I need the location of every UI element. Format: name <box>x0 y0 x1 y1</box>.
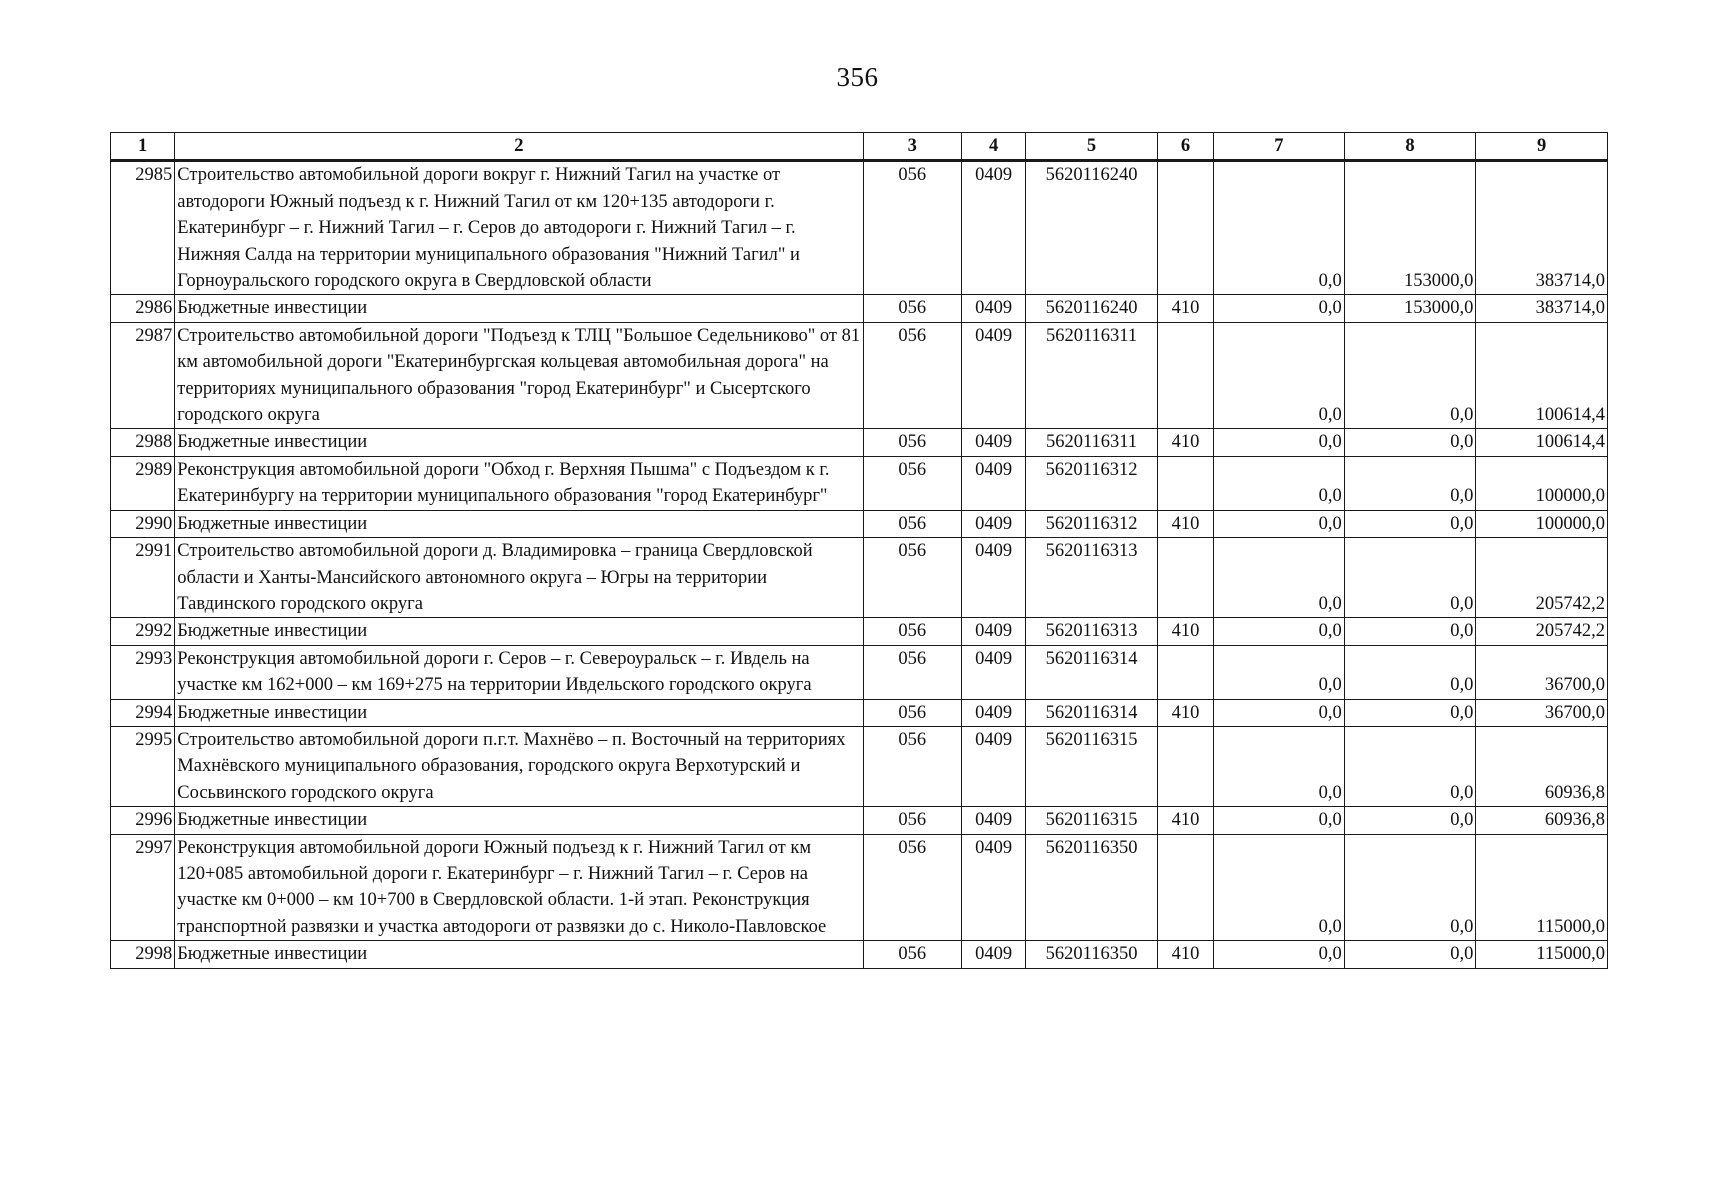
col9-amount: 205742,2 <box>1476 618 1608 645</box>
col3-code: 056 <box>863 645 961 699</box>
col3-code: 056 <box>863 726 961 806</box>
table-row <box>111 161 1608 295</box>
col3-code: 056 <box>863 295 961 322</box>
column-header-9: 9 <box>1476 133 1608 161</box>
col5-code: 5620116240 <box>1026 161 1158 295</box>
table-row <box>111 807 1608 834</box>
col4-code: 0409 <box>961 618 1025 645</box>
row-number: 2989 <box>111 456 175 510</box>
col8-amount: 0,0 <box>1344 699 1476 726</box>
col8-amount: 0,0 <box>1344 726 1476 806</box>
table-row <box>111 699 1608 726</box>
col7-amount: 0,0 <box>1214 645 1345 699</box>
column-header-4: 4 <box>961 133 1025 161</box>
col4-code: 0409 <box>961 941 1025 968</box>
row-description: Строительство автомобильной дороги д. Владимировка – граница Свердловской области и Ханты-Мансийского автономного округа – Югры на территории Тавдинского городского округа <box>175 538 863 618</box>
row-description: Бюджетные инвестиции <box>175 510 863 537</box>
col5-code: 5620116313 <box>1026 538 1158 618</box>
row-number: 2993 <box>111 645 175 699</box>
col5-code: 5620116350 <box>1026 941 1158 968</box>
table-body <box>111 161 1608 968</box>
col3-code: 056 <box>863 618 961 645</box>
row-description: Строительство автомобильной дороги "Подъезд к ТЛЦ "Большое Седельниково" от 81 км автомобильной дороги "Екатеринбургская кольцевая автомобильная дорога" на территориях муниципального образования "город Екатеринбург" и Сысертского городского округа <box>175 322 863 429</box>
col8-amount: 0,0 <box>1344 456 1476 510</box>
col3-code: 056 <box>863 429 961 456</box>
col6-code <box>1157 645 1213 699</box>
table-row <box>111 322 1608 429</box>
row-number: 2985 <box>111 161 175 295</box>
col7-amount: 0,0 <box>1214 538 1345 618</box>
table-row <box>111 645 1608 699</box>
column-header-3: 3 <box>863 133 961 161</box>
row-description: Бюджетные инвестиции <box>175 699 863 726</box>
budget-table <box>110 132 1608 969</box>
col7-amount: 0,0 <box>1214 429 1345 456</box>
column-header-7: 7 <box>1214 133 1345 161</box>
col5-code: 5620116311 <box>1026 429 1158 456</box>
row-number: 2986 <box>111 295 175 322</box>
col5-code: 5620116350 <box>1026 834 1158 941</box>
row-description: Реконструкция автомобильной дороги "Обход г. Верхняя Пышма" с Подъездом к г. Екатеринбургу на территории муниципального образования "город Екатеринбург" <box>175 456 863 510</box>
column-header-1: 1 <box>111 133 175 161</box>
col9-amount: 115000,0 <box>1476 834 1608 941</box>
row-description: Бюджетные инвестиции <box>175 295 863 322</box>
col9-amount: 383714,0 <box>1476 295 1608 322</box>
page-number: 356 <box>836 62 879 92</box>
col7-amount: 0,0 <box>1214 726 1345 806</box>
table-header <box>111 133 1608 161</box>
row-number: 2988 <box>111 429 175 456</box>
col7-amount: 0,0 <box>1214 699 1345 726</box>
col9-amount: 205742,2 <box>1476 538 1608 618</box>
col6-code <box>1157 456 1213 510</box>
col3-code: 056 <box>863 510 961 537</box>
table-row <box>111 538 1608 618</box>
col8-amount: 0,0 <box>1344 429 1476 456</box>
col9-amount: 115000,0 <box>1476 941 1608 968</box>
row-number: 2991 <box>111 538 175 618</box>
row-description: Бюджетные инвестиции <box>175 807 863 834</box>
col9-amount: 60936,8 <box>1476 726 1608 806</box>
col8-amount: 0,0 <box>1344 807 1476 834</box>
col6-code: 410 <box>1157 807 1213 834</box>
row-description: Бюджетные инвестиции <box>175 618 863 645</box>
row-number: 2987 <box>111 322 175 429</box>
col8-amount: 153000,0 <box>1344 295 1476 322</box>
row-description: Строительство автомобильной дороги п.г.т. Махнёво – п. Восточный на территориях Махнёвского муниципального образования, городского округа Верхотурский и Сосьвинского городского округа <box>175 726 863 806</box>
col5-code: 5620116315 <box>1026 807 1158 834</box>
table-row <box>111 618 1608 645</box>
row-number: 2996 <box>111 807 175 834</box>
col6-code: 410 <box>1157 941 1213 968</box>
col6-code <box>1157 161 1213 295</box>
col9-amount: 100000,0 <box>1476 510 1608 537</box>
col3-code: 056 <box>863 834 961 941</box>
col3-code: 056 <box>863 941 961 968</box>
col6-code <box>1157 322 1213 429</box>
col4-code: 0409 <box>961 456 1025 510</box>
col3-code: 056 <box>863 538 961 618</box>
col7-amount: 0,0 <box>1214 322 1345 429</box>
col3-code: 056 <box>863 161 961 295</box>
col9-amount: 60936,8 <box>1476 807 1608 834</box>
col6-code <box>1157 726 1213 806</box>
table-row <box>111 510 1608 537</box>
table-row <box>111 834 1608 941</box>
col5-code: 5620116313 <box>1026 618 1158 645</box>
col3-code: 056 <box>863 699 961 726</box>
col3-code: 056 <box>863 807 961 834</box>
column-header-6: 6 <box>1157 133 1213 161</box>
col8-amount: 0,0 <box>1344 941 1476 968</box>
col6-code <box>1157 538 1213 618</box>
column-header-2: 2 <box>175 133 863 161</box>
col8-amount: 0,0 <box>1344 834 1476 941</box>
row-description: Строительство автомобильной дороги вокруг г. Нижний Тагил на участке от автодороги Южный подъезд к г. Нижний Тагил от км 120+135 автодороги г. Екатеринбург – г. Нижний Тагил – г. Серов до автодороги г. Нижний Тагил – г. Нижняя Салда на территории муниципального образования "Нижний Тагил" и Горноуральского городского округа в Свердловской области <box>175 161 863 295</box>
table-row <box>111 726 1608 806</box>
col8-amount: 153000,0 <box>1344 161 1476 295</box>
row-number: 2994 <box>111 699 175 726</box>
col7-amount: 0,0 <box>1214 807 1345 834</box>
col7-amount: 0,0 <box>1214 510 1345 537</box>
col8-amount: 0,0 <box>1344 618 1476 645</box>
col7-amount: 0,0 <box>1214 941 1345 968</box>
column-header-5: 5 <box>1026 133 1158 161</box>
col4-code: 0409 <box>961 322 1025 429</box>
col6-code: 410 <box>1157 510 1213 537</box>
col7-amount: 0,0 <box>1214 618 1345 645</box>
col7-amount: 0,0 <box>1214 456 1345 510</box>
column-header-8: 8 <box>1344 133 1476 161</box>
row-description: Бюджетные инвестиции <box>175 429 863 456</box>
col4-code: 0409 <box>961 295 1025 322</box>
col9-amount: 36700,0 <box>1476 699 1608 726</box>
col6-code: 410 <box>1157 429 1213 456</box>
col5-code: 5620116312 <box>1026 510 1158 537</box>
col5-code: 5620116314 <box>1026 699 1158 726</box>
col6-code <box>1157 834 1213 941</box>
col5-code: 5620116315 <box>1026 726 1158 806</box>
col9-amount: 100614,4 <box>1476 429 1608 456</box>
col4-code: 0409 <box>961 510 1025 537</box>
col7-amount: 0,0 <box>1214 834 1345 941</box>
col9-amount: 383714,0 <box>1476 161 1608 295</box>
col5-code: 5620116314 <box>1026 645 1158 699</box>
col4-code: 0409 <box>961 726 1025 806</box>
col5-code: 5620116312 <box>1026 456 1158 510</box>
table-row <box>111 941 1608 968</box>
row-description: Реконструкция автомобильной дороги г. Серов – г. Североуральск – г. Ивдель на участке км 162+000 – км 169+275 на территории Ивдельского городского округа <box>175 645 863 699</box>
col7-amount: 0,0 <box>1214 295 1345 322</box>
col4-code: 0409 <box>961 161 1025 295</box>
row-number: 2992 <box>111 618 175 645</box>
col3-code: 056 <box>863 456 961 510</box>
col4-code: 0409 <box>961 645 1025 699</box>
col8-amount: 0,0 <box>1344 538 1476 618</box>
col6-code: 410 <box>1157 295 1213 322</box>
col4-code: 0409 <box>961 699 1025 726</box>
col7-amount: 0,0 <box>1214 161 1345 295</box>
row-number: 2995 <box>111 726 175 806</box>
row-description: Бюджетные инвестиции <box>175 941 863 968</box>
col5-code: 5620116240 <box>1026 295 1158 322</box>
col8-amount: 0,0 <box>1344 510 1476 537</box>
col3-code: 056 <box>863 322 961 429</box>
header-row <box>111 133 1608 161</box>
table-row <box>111 429 1608 456</box>
col8-amount: 0,0 <box>1344 322 1476 429</box>
col9-amount: 100000,0 <box>1476 456 1608 510</box>
row-number: 2990 <box>111 510 175 537</box>
col6-code: 410 <box>1157 618 1213 645</box>
col4-code: 0409 <box>961 429 1025 456</box>
table-row <box>111 456 1608 510</box>
row-number: 2998 <box>111 941 175 968</box>
col4-code: 0409 <box>961 538 1025 618</box>
col5-code: 5620116311 <box>1026 322 1158 429</box>
col4-code: 0409 <box>961 807 1025 834</box>
table-row <box>111 295 1608 322</box>
col8-amount: 0,0 <box>1344 645 1476 699</box>
row-number: 2997 <box>111 834 175 941</box>
col9-amount: 100614,4 <box>1476 322 1608 429</box>
col4-code: 0409 <box>961 834 1025 941</box>
col9-amount: 36700,0 <box>1476 645 1608 699</box>
row-description: Реконструкция автомобильной дороги Южный подъезд к г. Нижний Тагил от км 120+085 автомобильной дороги г. Екатеринбург – г. Нижний Тагил – г. Серов на участке км 0+000 – км 10+700 в Свердловской области. 1-й этап. Реконструкция транспортной развязки и участка автодороги от развязки до с. Николо-Павловское <box>175 834 863 941</box>
col6-code: 410 <box>1157 699 1213 726</box>
